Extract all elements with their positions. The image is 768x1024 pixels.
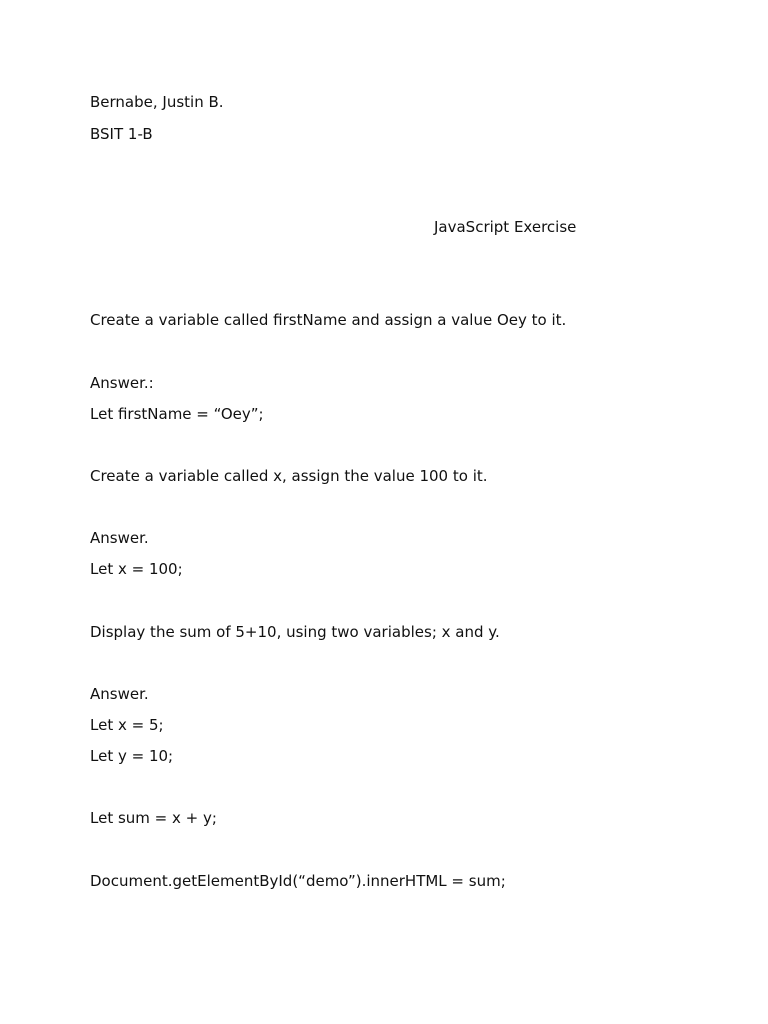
answer-3-line-1: Let x = 5;	[90, 716, 164, 734]
question-2: Create a variable called x, assign the value 100 to it.	[90, 467, 488, 485]
question-1: Create a variable called firstName and assign a value Oey to it.	[90, 311, 567, 329]
answer-1-line-1: Let firstName = “Oey”;	[90, 405, 264, 423]
answer-3-line-3: Let sum = x + y;	[90, 809, 217, 827]
question-3: Display the sum of 5+10, using two variables; x and y.	[90, 623, 500, 641]
document-title: JavaScript Exercise	[434, 218, 577, 236]
answer-label-2: Answer.	[90, 529, 149, 547]
answer-label-1: Answer.:	[90, 374, 154, 392]
answer-2-line-1: Let x = 100;	[90, 560, 183, 578]
answer-3-line-4: Document.getElementById(“demo”).innerHTML = sum;	[90, 872, 506, 890]
answer-3-line-2: Let y = 10;	[90, 747, 174, 765]
student-name: Bernabe, Justin B.	[90, 93, 224, 111]
student-section: BSIT 1-B	[90, 125, 153, 143]
answer-label-3: Answer.	[90, 685, 149, 703]
